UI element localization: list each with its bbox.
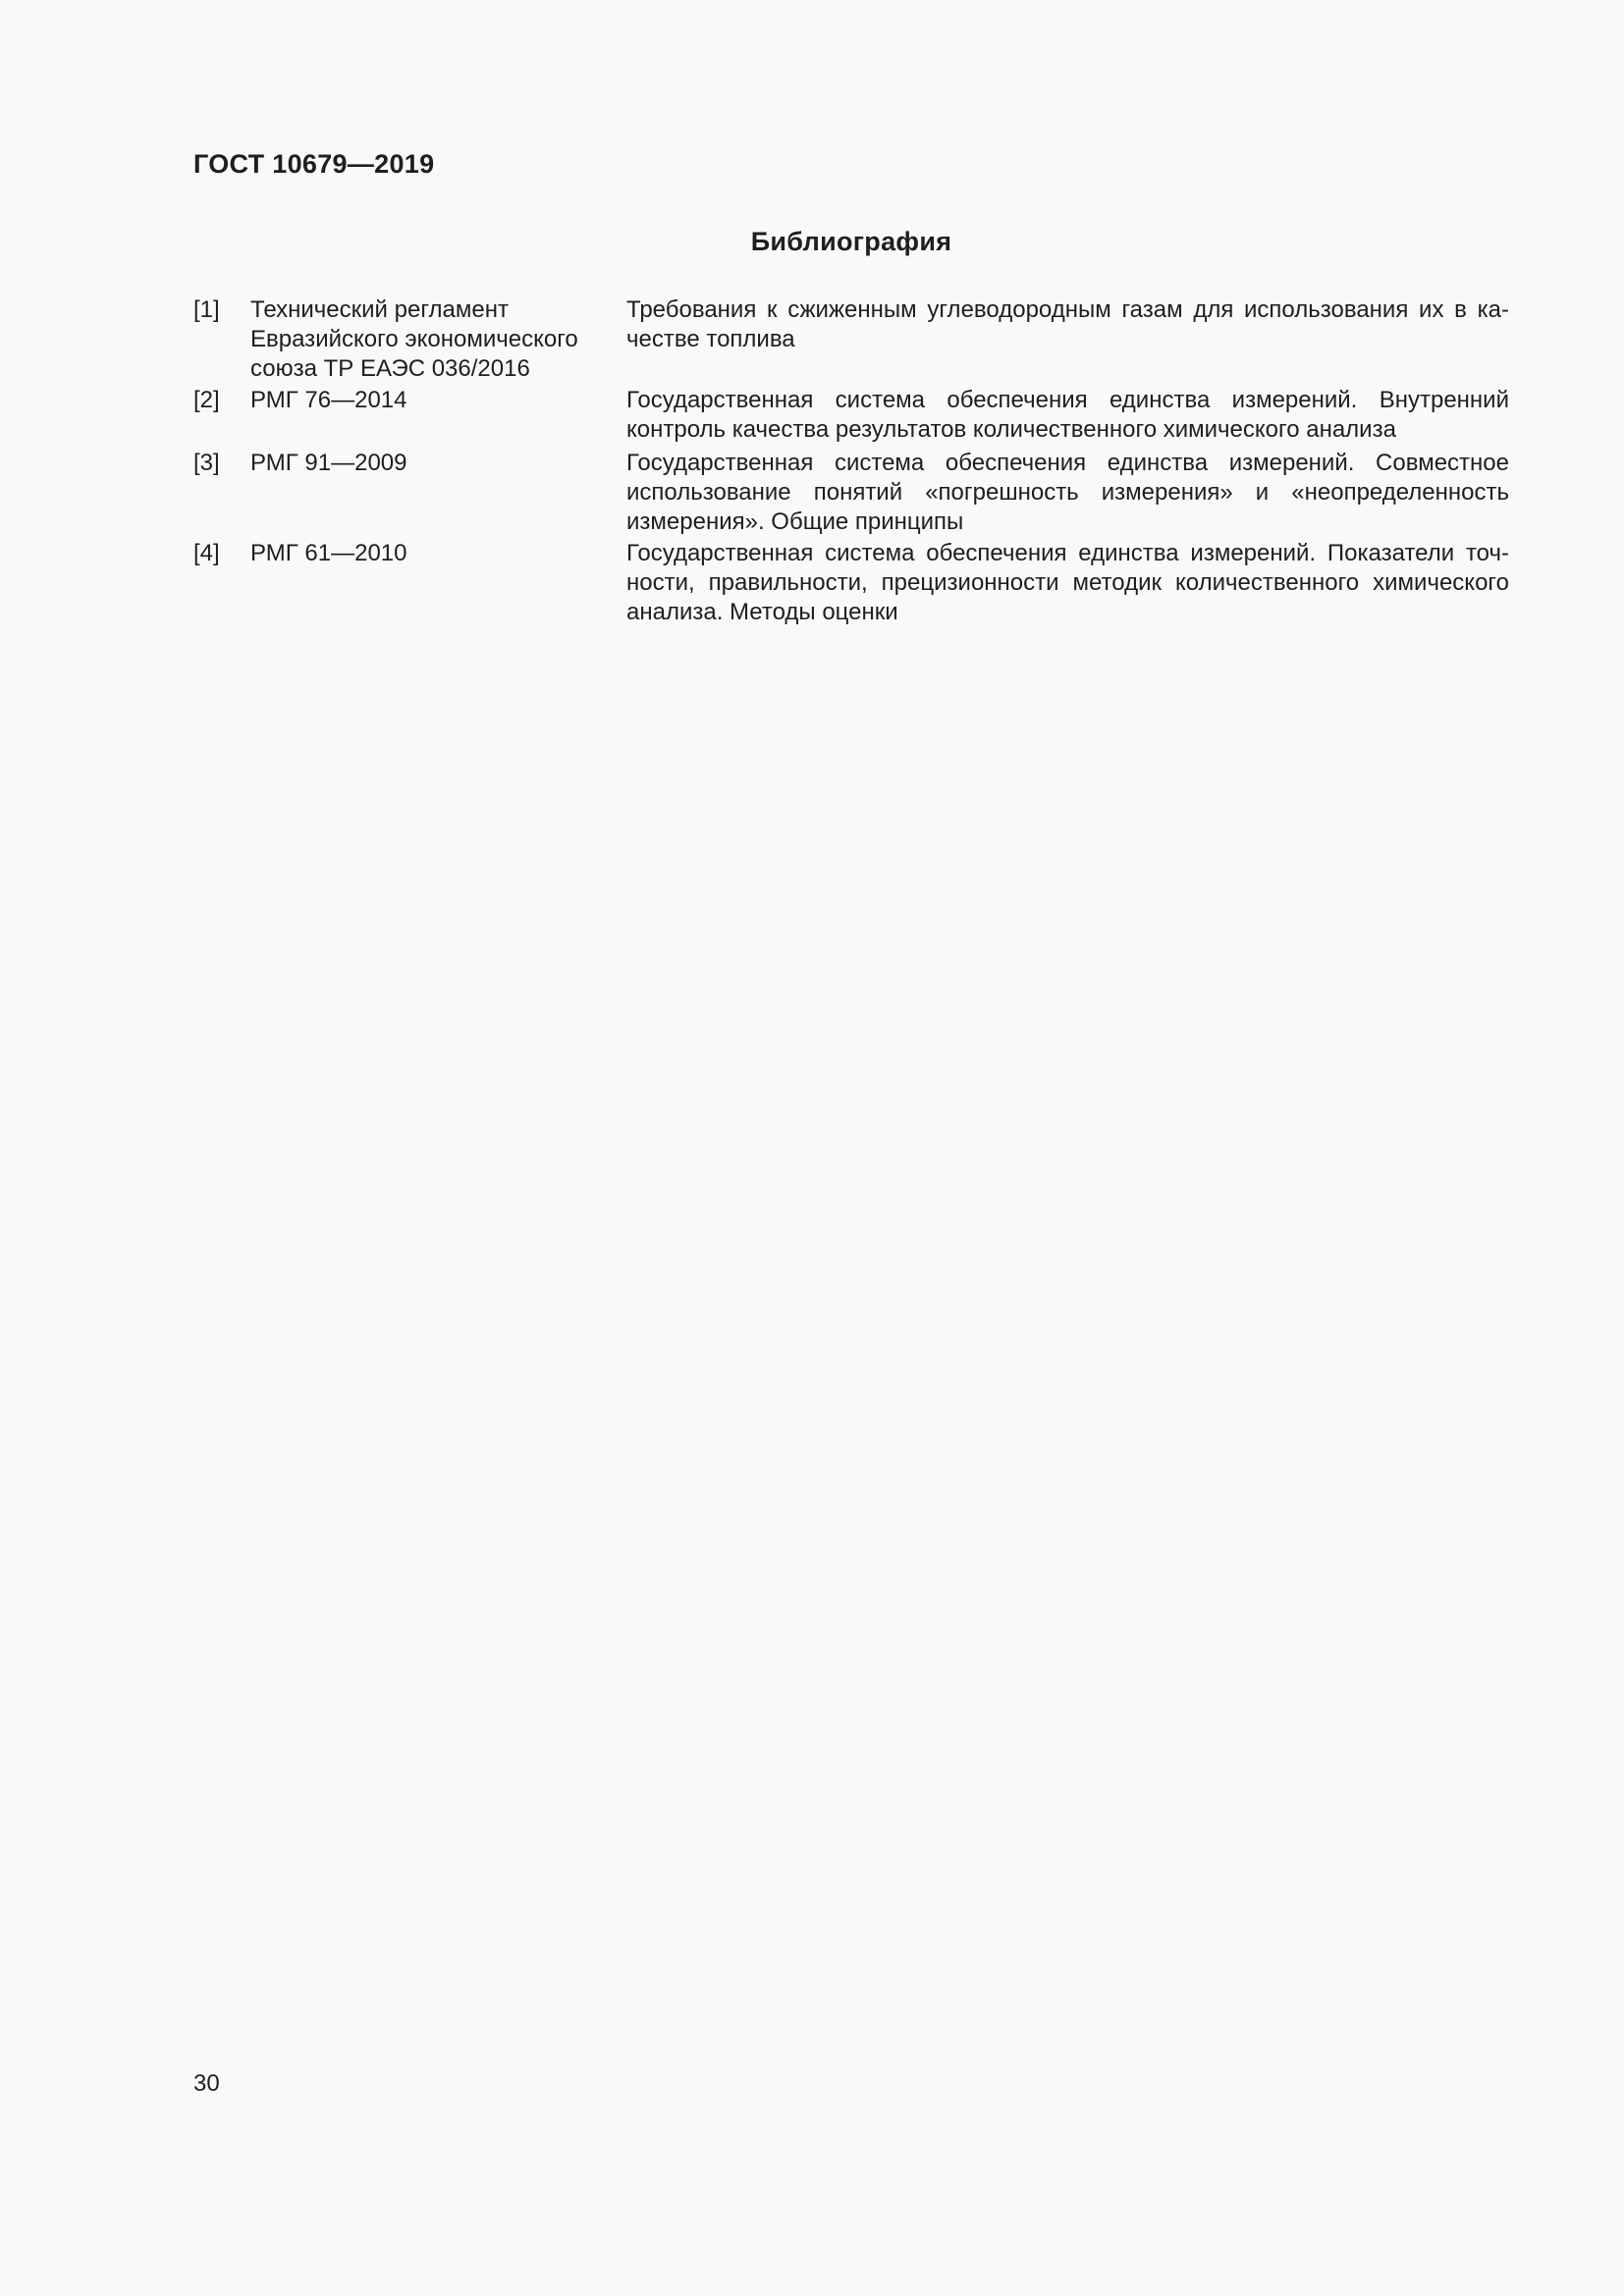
entry-reference: РМГ 76—2014 [250,387,407,413]
entry-title: Требования к сжиженным углеводородным газам для использования их в качестве топлива [626,296,1509,352]
entry-number: [1] [193,296,220,323]
bibliography-entry [193,295,1509,384]
entry-title: Государственная система обеспечения единства измерений. Совместное использование понятий «погрешность измерения» и «неопределенность измерения». Общие принципы [626,450,1509,535]
page-number: 30 [193,2070,220,2097]
bibliography-entry [193,449,1509,537]
bibliography-list [193,295,1509,629]
entry-number: [2] [193,387,220,413]
document-code: ГОСТ 10679—2019 [193,149,435,179]
entry-reference: РМГ 91—2009 [250,450,407,476]
entry-number: [3] [193,450,220,476]
bibliography-entry [193,386,1509,445]
entry-number: [4] [193,540,220,566]
entry-reference: РМГ 61—2010 [250,540,407,566]
section-title: Библиография [750,227,952,256]
entry-title: Государственная система обеспечения единства измерений. Внутренний контроль качества результатов количественного химического анализа [626,387,1509,443]
entry-reference: Технический регламент Евразийского экономического союза ТР ЕАЭС 036/2016 [250,296,578,382]
bibliography-entry [193,539,1509,627]
entry-title: Государственная система обеспечения единства измерений. Показатели точности, правильности, прецизионности методик количественного химического анализа. Методы оценки [626,540,1509,625]
